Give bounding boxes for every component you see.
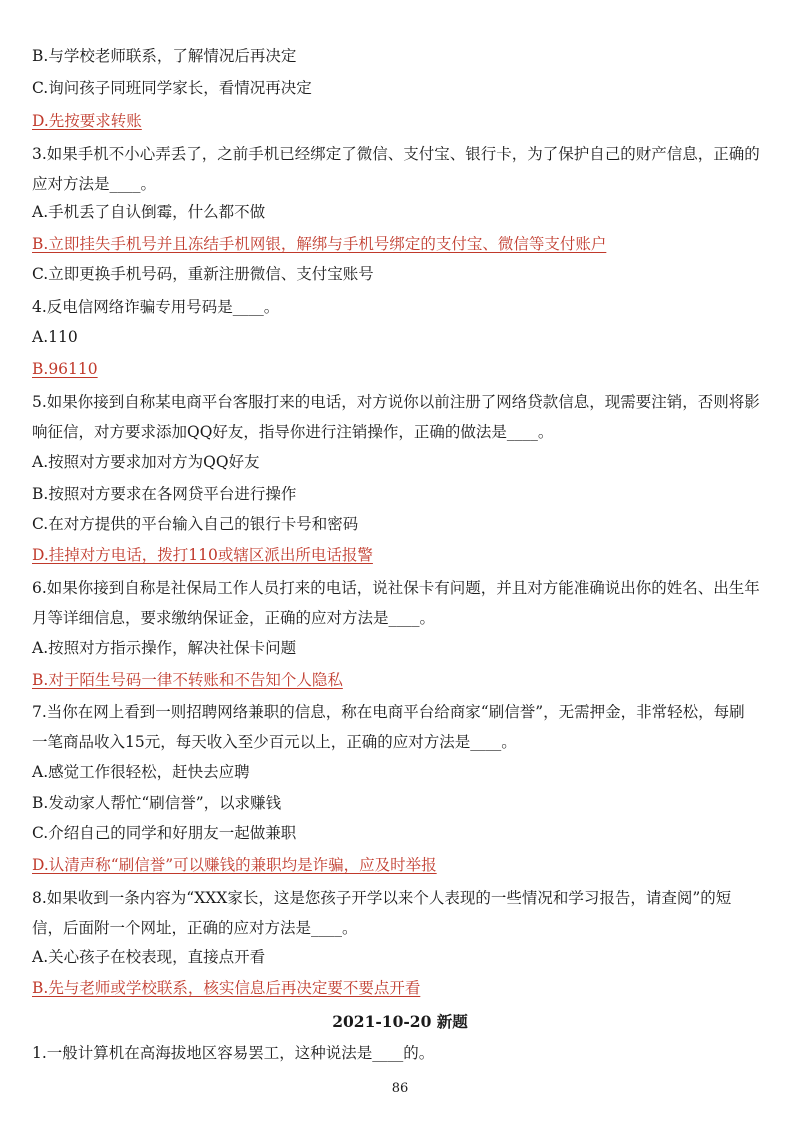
correct-answer-option: D.挂掉对方电话，拨打110或辖区派出所电话报警: [32, 546, 373, 564]
correct-answer-option: B.对于陌生号码一律不转账和不告知个人隐私: [32, 671, 343, 689]
section-heading: 2021-10-20 新题: [332, 1012, 468, 1031]
correct-answer-option: B.立即挂失手机号并且冻结手机网银，解绑与手机号绑定的支付宝、微信等支付账户: [32, 235, 607, 253]
question-text-line: C.立即更换手机号码，重新注册微信、支付宝账号: [32, 265, 374, 283]
question-text-line: A.按照对方指示操作，解决社保卡问题: [32, 639, 297, 657]
question-text-line: 1.一般计算机在高海拔地区容易罢工，这种说法是____的。: [32, 1044, 435, 1062]
question-text-line: 8.如果收到一条内容为“XXX家长，这是您孩子开学以来个人表现的一些情况和学习报告，请查阅”的短: [32, 889, 732, 907]
question-text-line: B.发动家人帮忙“刷信誉”，以求赚钱: [32, 794, 282, 812]
question-text-line: 6.如果你接到自称是社保局工作人员打来的电话，说社保卡有问题，并且对方能准确说出你的姓名、出生年: [32, 579, 760, 597]
question-text-line: 月等详细信息，要求缴纳保证金，正确的应对方法是____。: [32, 609, 436, 627]
question-text-line: 3.如果手机不小心弄丢了，之前手机已经绑定了微信、支付宝、银行卡，为了保护自己的财产信息，正确的: [32, 145, 760, 163]
question-text-line: A.按照对方要求加对方为QQ好友: [32, 453, 260, 471]
question-text-line: A.110: [32, 328, 78, 346]
correct-answer-option: B.96110: [32, 360, 98, 378]
question-text-line: C.询问孩子同班同学家长，看情况再决定: [32, 79, 312, 97]
question-text-line: 响征信，对方要求添加QQ好友，指导你进行注销操作，正确的做法是____。: [32, 423, 554, 441]
question-text-line: 4.反电信网络诈骗专用号码是____。: [32, 298, 280, 316]
question-text-line: A.感觉工作很轻松，赶快去应聘: [32, 763, 250, 781]
correct-answer-option: B.先与老师或学校联系，核实信息后再决定要不要点开看: [32, 979, 421, 997]
question-text-line: C.在对方提供的平台输入自己的银行卡号和密码: [32, 515, 359, 533]
question-text-line: 7.当你在网上看到一则招聘网络兼职的信息，称在电商平台给商家“刷信誉”，无需押金，非常轻松，每刷: [32, 703, 745, 721]
correct-answer-option: D.认清声称“刷信誉”可以赚钱的兼职均是诈骗，应及时举报: [32, 856, 437, 874]
question-text-line: 一笔商品收入15元，每天收入至少百元以上，正确的应对方法是____。: [32, 733, 517, 751]
question-text-line: 应对方法是____。: [32, 175, 157, 193]
question-text-line: 信，后面附一个网址，正确的应对方法是____。: [32, 919, 358, 937]
page-number: 86: [391, 1081, 409, 1096]
question-text-line: A.关心孩子在校表现，直接点开看: [32, 948, 266, 966]
question-text-line: B.按照对方要求在各网贷平台进行操作: [32, 485, 297, 503]
question-text-line: B.与学校老师联系，了解情况后再决定: [32, 47, 297, 65]
question-text-line: 5.如果你接到自称某电商平台客服打来的电话，对方说你以前注册了网络贷款信息，现需要注销，否则将影: [32, 393, 760, 411]
question-text-line: C.介绍自己的同学和好朋友一起做兼职: [32, 824, 297, 842]
correct-answer-option: D.先按要求转账: [32, 112, 142, 130]
question-text-line: A.手机丢了自认倒霉，什么都不做: [32, 203, 266, 221]
